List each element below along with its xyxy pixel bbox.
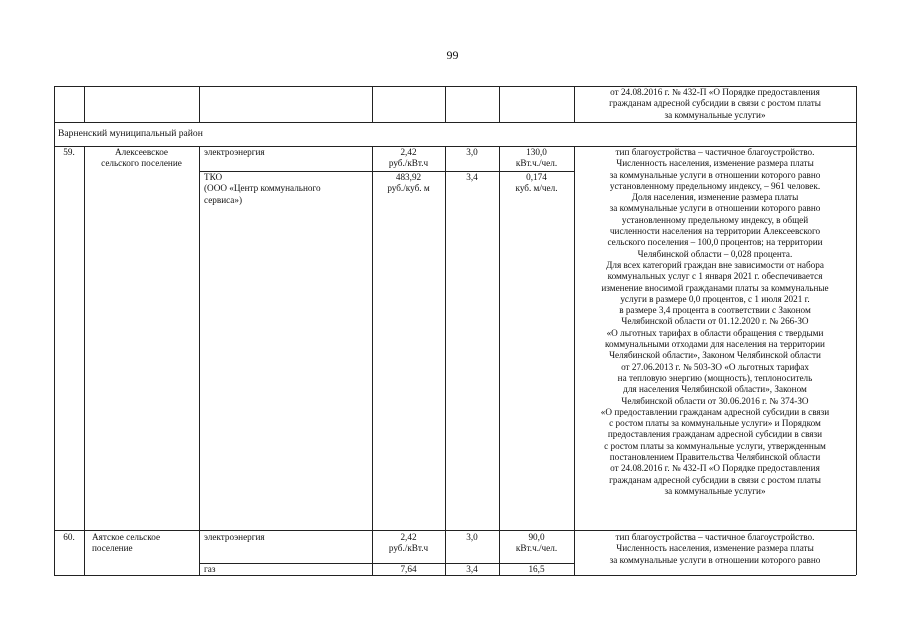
- row60-service1-volume: 90,0 кВт.ч./чел.: [515, 532, 558, 554]
- row59-description: тип благоустройства – частичное благоустройство. Численность населения, изменение размера платы за коммунальные услуги в отношении которого равно установленному предельному индексу, – 961 человек. Доля населения, изменение размера платы за коммунальные услуги в отношении которого равно установленному предельному индексу, в общей численности населения на территории Алексеевского сельского поселения – 100,0 процентов; на территории Челябинской области – 0,028 процента. Для всех категорий граждан вне зависимости от набора коммунальных услуг с 1 января 2021 г. обеспечивается изменение вносимой гражданами платы за коммунальные услуги в размере 0,0 процентов, с 1 июля 2021 г. в размере 3,4 процента в соответствии с Законом Челябинской области от 01.12.2020 г. № 266-ЗО «О льготных тарифах в области обращения с твердыми коммунальными отходами для населения на территории Челябинской области», Законом Челябинской области от 27.06.2013 г. № 503-ЗО «О льготных тарифах на тепловую энергию (мощность), теплоноситель для населения Челябинской области», Законом Челябинской области от 30.06.2016 г. № 374-ЗО «О предоставлении гражданам адресной субсидии в связи с ростом платы за коммунальные услуги» и Порядком предоставления гражданам адресной субсидии в связи с ростом платы за коммунальные услуги, утвержденным постановлением Правительства Челябинской области от 24.08.2016 г. № 432-П «О Порядке предоставления гражданам адресной субсидии в связи с ростом платы за коммунальные услуги»: [600, 147, 830, 496]
- row60-settlement: Аятское сельское поселение: [92, 532, 161, 554]
- row59-service2-tariff: 483,92 руб./куб. м: [387, 172, 430, 194]
- row60-number: 60.: [63, 532, 75, 542]
- row60-service1-name: электроэнергия: [204, 532, 265, 542]
- row59-service1-name: электроэнергия: [204, 147, 265, 157]
- row60-service1-pct: 3,0: [466, 532, 478, 542]
- row60-service2-pct: 3,4: [466, 564, 478, 574]
- row59-service2-name: ТКО (ООО «Центр коммунального сервиса»): [204, 172, 321, 205]
- row59-settlement: Алексеевское сельского поселение: [101, 147, 182, 169]
- row59-number: 59.: [63, 147, 75, 157]
- row60-service2-volume: 16,5: [528, 564, 545, 574]
- row60-service1-tariff: 2,42 руб./кВт.ч: [388, 532, 429, 554]
- section-title: Варненский муниципальный район: [58, 128, 203, 139]
- top-row-description: от 24.08.2016 г. № 432-П «О Порядке предоставления гражданам адресной субсидии в связи с ростом платы за коммунальные услуги»: [609, 87, 821, 120]
- row59-service2-volume: 0,174 куб. м/чел.: [515, 172, 558, 194]
- page-number: 99: [446, 48, 459, 62]
- row59-service1-pct: 3,0: [466, 147, 478, 157]
- row60-service2-name: газ: [204, 564, 216, 574]
- row59-service1-tariff: 2,42 руб./кВт.ч: [388, 147, 429, 169]
- row59-service2-pct: 3,4: [466, 172, 478, 182]
- row60-description: тип благоустройства – частичное благоустройство. Численность населения, изменение размера платы за коммунальные услуги в отношении которого равно: [609, 532, 821, 565]
- row59-service1-volume: 130,0 кВт.ч./чел.: [515, 147, 558, 169]
- row60-service2-tariff: 7,64: [400, 564, 417, 574]
